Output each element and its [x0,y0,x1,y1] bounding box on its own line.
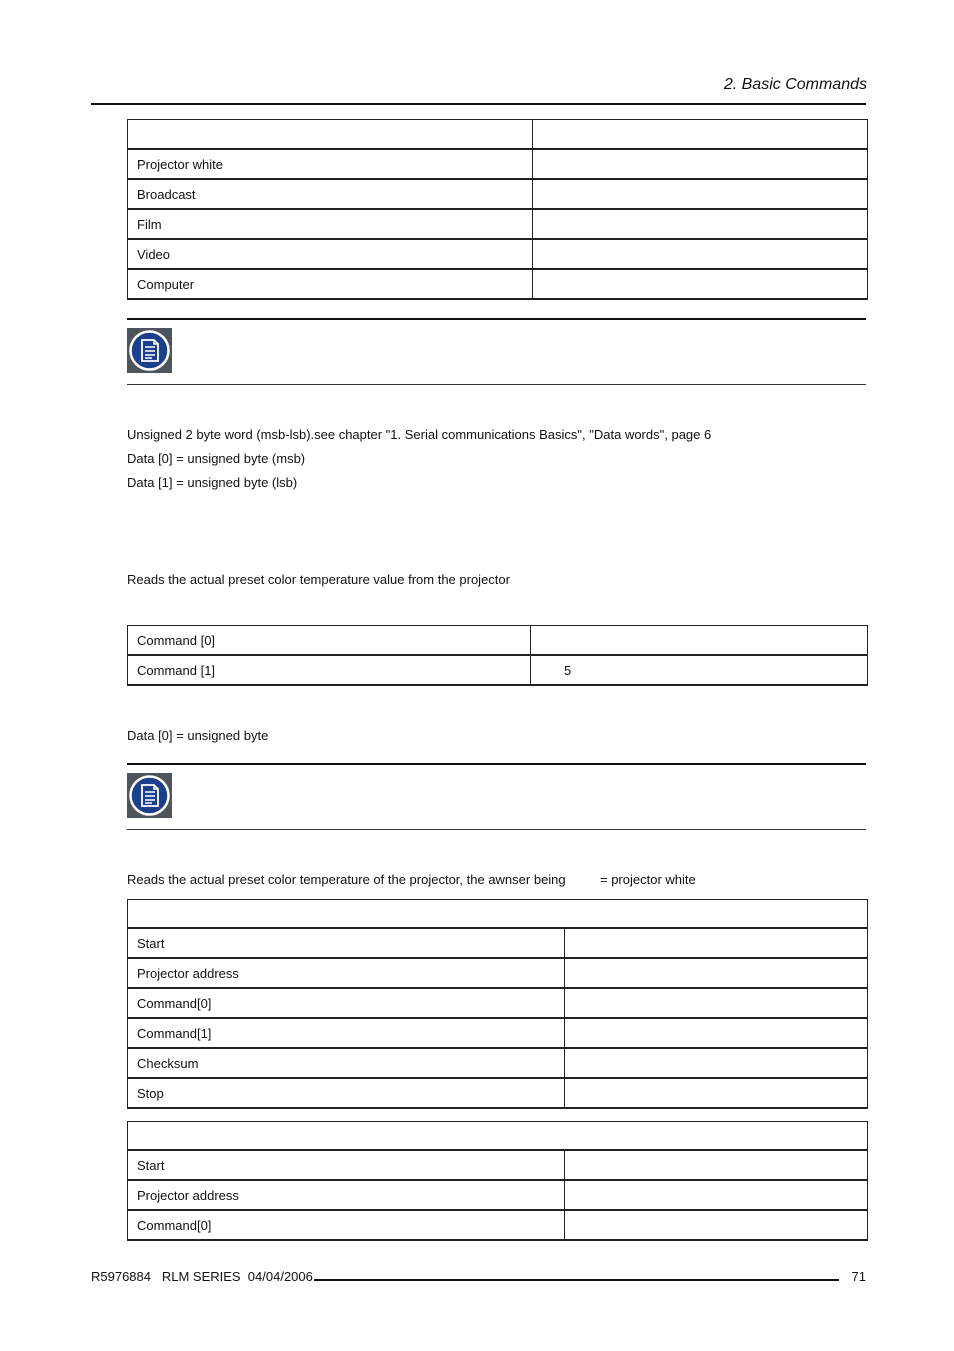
table-cell: Computer [128,269,533,299]
table-header-cell [128,1122,868,1151]
table-row [128,1180,868,1210]
footer-doc-info: R5976884 RLM SERIES 04/04/2006 [91,1269,313,1284]
table-row [128,988,868,1018]
header-rule [91,103,866,105]
table-row [128,120,868,150]
page-number: 71 [851,1269,866,1284]
table-cell [565,1048,868,1078]
table-row [128,928,868,958]
table-cell [533,209,868,239]
table-cell: Command[0] [128,988,565,1018]
table-row [128,958,868,988]
table-cell: Start [128,928,565,958]
table-row [128,626,868,656]
table-cell [565,958,868,988]
table-cell: Command [1] [128,655,531,685]
table-cell [565,1180,868,1210]
table-cell [533,149,868,179]
note-icon [127,773,172,818]
table-cell: Projector address [128,958,565,988]
table-row [128,1048,868,1078]
table-cell [565,1078,868,1108]
read-description: Reads the actual preset color temperature value from the projector [127,572,510,587]
table-cell: Command[0] [128,1210,565,1240]
table-header-cell [128,900,868,929]
table-cell: Checksum [128,1048,565,1078]
table-cell [565,928,868,958]
table-cell: Command[1] [128,1018,565,1048]
table-row [128,209,868,239]
table-cell: Film [128,209,533,239]
table-cell: Projector white [128,149,533,179]
table-cell [531,626,868,656]
table-cell [565,988,868,1018]
table-cell [565,1210,868,1240]
table-header-cell [128,120,533,150]
data-lsb-line: Data [1] = unsigned byte (lsb) [127,475,298,490]
note-box [127,318,866,385]
table-row [128,900,868,929]
note-box [127,763,866,830]
table-cell: 5 [531,655,868,685]
note-icon [127,328,172,373]
table-row [128,179,868,209]
table-cell: Video [128,239,533,269]
data-words-line: Unsigned 2 byte word (msb-lsb).see chapter "1. Serial communications Basics", "Data words", page 6 [127,427,712,442]
table-row [128,1210,868,1240]
table-cell [565,1018,868,1048]
table-row [128,269,868,299]
send-table [127,899,868,1109]
table-cell [565,1150,868,1180]
example-text: Reads the actual preset color temperature of the projector, the awnser being [127,872,566,887]
table-row [128,655,868,685]
data-msb-line: Data [0] = unsigned byte (msb) [127,451,306,466]
example-text-answer: = projector white [600,872,696,887]
table-row [128,239,868,269]
table-row [128,1122,868,1151]
table-cell: Command [0] [128,626,531,656]
table-cell [533,239,868,269]
command-table [127,625,868,686]
ack-table [127,1121,868,1241]
table-row [128,1018,868,1048]
table-cell [533,120,868,150]
preset-table [127,119,868,300]
table-cell: Start [128,1150,565,1180]
table-row [128,149,868,179]
table-cell: Projector address [128,1180,565,1210]
section-title: 2. Basic Commands [723,76,867,93]
footer-rule [314,1279,839,1281]
table-cell [533,269,868,299]
table-row [128,1150,868,1180]
table-row [128,1078,868,1108]
data-byte-line: Data [0] = unsigned byte [127,728,269,743]
table-cell: Stop [128,1078,565,1108]
table-cell [533,179,868,209]
table-cell: Broadcast [128,179,533,209]
